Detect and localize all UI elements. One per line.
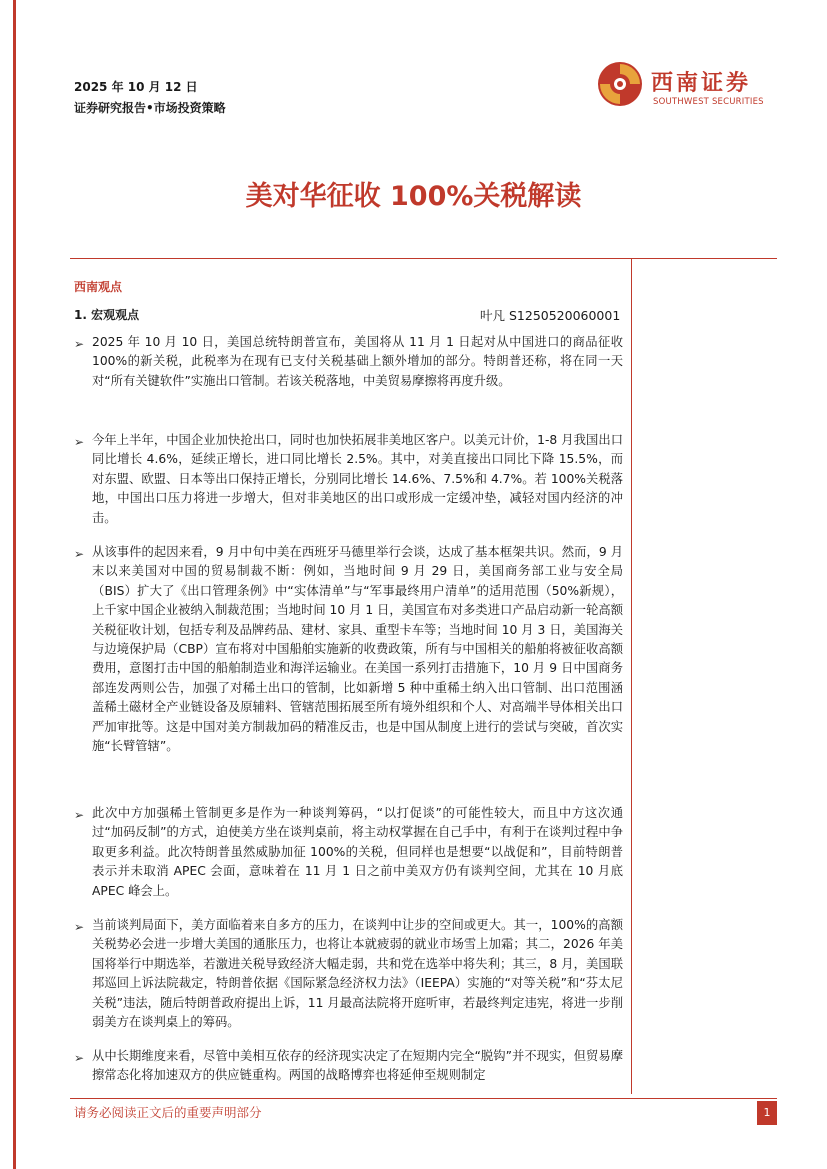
paragraph-1: 2025 年 10 月 10 日，美国总统特朗普宣布，美国将从 11 月 1 日起对从中国进口的商品征收 100%的新关税，此税率为在现有已支付关税基础上额外增加的部分。特朗普还称，将在同一天对“所有关键软件”实施出口管制。若该关税落地，中美贸易摩擦将再度升级。	[92, 335, 623, 388]
page-title: 美对华征收 100%关税解读	[245, 181, 582, 212]
bullet-icon: ➢	[74, 808, 85, 822]
logo-name-cn: 西南证券	[651, 70, 752, 96]
page-number: 1	[757, 1101, 777, 1125]
paragraph-6: 从中长期维度来看，尽管中美相互依存的经济现实决定了在短期内完全“脱钩”并不现实，但贸易摩擦常态化将加速双方的供应链重构。两国的战略博弈也将延伸至规则制定	[92, 1049, 623, 1083]
bullet-icon: ➢	[74, 337, 85, 351]
footer-divider	[70, 1098, 777, 1099]
logo-emblem-icon	[596, 60, 644, 108]
logo-name-en: SOUTHWEST SECURITIES	[653, 97, 764, 107]
company-logo	[596, 60, 776, 110]
bullet-icon: ➢	[74, 435, 85, 449]
paragraph-2: 今年上半年，中国企业加快抢出口，同时也加快拓展非美地区客户。以美元计价，1-8 月我国出口同比增长 4.6%，延续正增长，进口同比增长 2.5%。其中，对美直接出口同比下降 15.5%，而对东盟、欧盟、日本等出口保持正增长，分别同比增长 14.6%、7.5%和 4.7%。若 100%关税落地，中国出口压力将进一步增大，但对非美地区的出口或形成一定缓冲垫，减轻对国内经济的冲击。	[92, 433, 623, 525]
subheading: 1. 宏观观点	[74, 308, 140, 322]
disclaimer-note: 请务必阅读正文后的重要声明部分	[74, 1105, 262, 1120]
section-label: 西南观点	[74, 280, 123, 294]
bullet-icon: ➢	[74, 1051, 85, 1065]
author-line: 叶凡 S1250520060001	[480, 308, 621, 323]
paragraph-5: 当前谈判局面下，美方面临着来自多方的压力，在谈判中让步的空间或更大。其一，100%的高额关税势必会进一步增大美国的通胀压力，也将让本就疲弱的就业市场雪上加霜；其二，2026 年美国将举行中期选举，若激进关税导致经济大幅走弱，共和党在选举中将失利；其三，8 月，美国联邦巡回上诉法院裁定，特朗普依据《国际紧急经济权力法》（IEEPA）实施的“对等关税”和“芬太尼关税”违法，随后特朗普政府提出上诉，11 月最高法院将开庭听审，若最终判定违宪，将进一步削弱美方在谈判桌上的筹码。	[92, 918, 623, 1030]
column-divider	[631, 259, 632, 1094]
paragraph-3: 从该事件的起因来看，9 月中旬中美在西班牙马德里举行会谈，达成了基本框架共识。然而，9 月末以来美国对中国的贸易制裁不断：例如，当地时间 9 月 29 日，美国商务部工业与安全局（BIS）扩大了《出口管理条例》中“实体清单”与“军事最终用户清单”的适用范围（50%新规），上千家中国企业被纳入制裁范围；当地时间 10 月 1 日，美国宣布对多类进口产品启动新一轮高额关税征收计划，包括专利及品牌药品、建材、家具、重型卡车等；当地时间 10 月 3 日，美国海关与边境保护局（CBP）宣布将对中国船舶实施新的收费政策，所有与中国相关的船舶将被征收高额费用，意图打击中国的船舶制造业和海洋运输业。在美国一系列打击措施下，10 月 9 日中国商务部连发两则公告，加强了对稀土出口的管制，比如新增 5 种中重稀土纳入出口管制、出口范围涵盖稀土磁材全产业链设备及原辅料、管辖范围拓展至所有境外组织和个人、对高端半导体相关出口严加审批等。这是中国对美方制裁加码的精准反击，也是中国从制度上进行的尝试与突破，首次实施“长臂管辖”。	[92, 545, 623, 754]
report-type: 证券研究报告•市场投资策略	[74, 101, 226, 115]
report-date: 2025 年 10 月 12 日	[74, 80, 198, 94]
bullet-icon: ➢	[74, 920, 85, 934]
bullet-icon: ➢	[74, 547, 85, 561]
header-divider	[70, 258, 777, 259]
paragraph-4: 此次中方加强稀土管制更多是作为一种谈判筹码，“以打促谈”的可能性较大，而且中方这次通过“加码反制”的方式，迫使美方坐在谈判桌前，将主动权掌握在自己手中，有利于在谈判过程中争取更多利益。此次特朗普虽然威胁加征 100%的关税，但同样也是想要“以战促和”，目前特朗普表示并未取消 APEC 会面，意味着在 11 月 1 日之前中美双方仍有谈判空间，尤其在 10 月底 APEC 峰会上。	[92, 806, 623, 898]
